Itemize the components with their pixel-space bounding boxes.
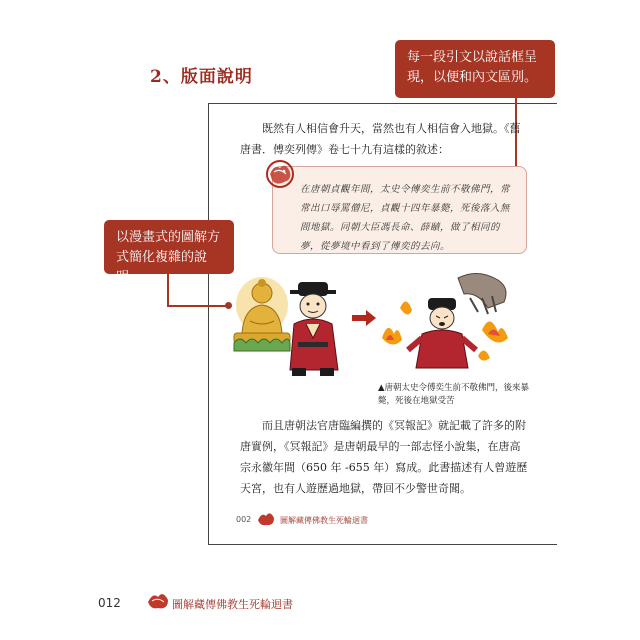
inner-page-number: 002 <box>236 515 252 524</box>
page-number: 012 <box>98 596 121 610</box>
arrow-right-icon <box>352 310 376 330</box>
official-figure-illustration <box>284 280 350 384</box>
callout-connector-line <box>167 305 227 307</box>
callout-connector-line <box>167 274 169 306</box>
quote-text: 在唐朝貞觀年間，太史令傅奕生前不敬佛門，常常出口辱罵僧尼，貞觀十四年暴斃，死後落入無間地獄。同朝大臣馮長命、薛賾，做了相同的夢，從夢境中看到了傅奕的去向。 <box>300 184 511 252</box>
dragon-logo-icon <box>146 590 170 616</box>
section-title: 2、版面說明 <box>150 67 253 87</box>
body-paragraph: 既然有人相信會升天，當然也有人相信會入地獄。《舊唐書．傅奕列傳》卷七十九有這樣的敘述： <box>240 122 521 156</box>
dragon-logo-icon <box>256 510 276 532</box>
body-paragraph: 而且唐朝法官唐臨編撰的《冥報記》就記載了許多的附唐實例，《冥報記》是唐朝最早的一部志怪小說集，在唐高宗永徽年間（650 年 -655 年）寫成。此書描述有人曾遊歷天宮，也有人遊歷過地獄，帶回不少警世奇聞。 <box>240 419 528 495</box>
inner-book-title: 圖解藏傳佛教生死輪迴書 <box>280 516 368 525</box>
illustration-caption: ▲唐朝太史令傅奕生前不敬佛門，後來暴斃，死後在地獄受苦 <box>378 383 530 406</box>
callout-illustration-explanation: 以漫畫式的圖解方式簡化複雜的說明。 <box>104 220 234 274</box>
dragon-seal-icon <box>262 156 298 196</box>
callout-quote-explanation: 每一段引文以說話框呈現，以便和內文區別。 <box>395 40 555 98</box>
official-in-flames-illustration <box>378 268 518 380</box>
book-title: 圖解藏傳佛教生死輪迴書 <box>172 598 293 611</box>
